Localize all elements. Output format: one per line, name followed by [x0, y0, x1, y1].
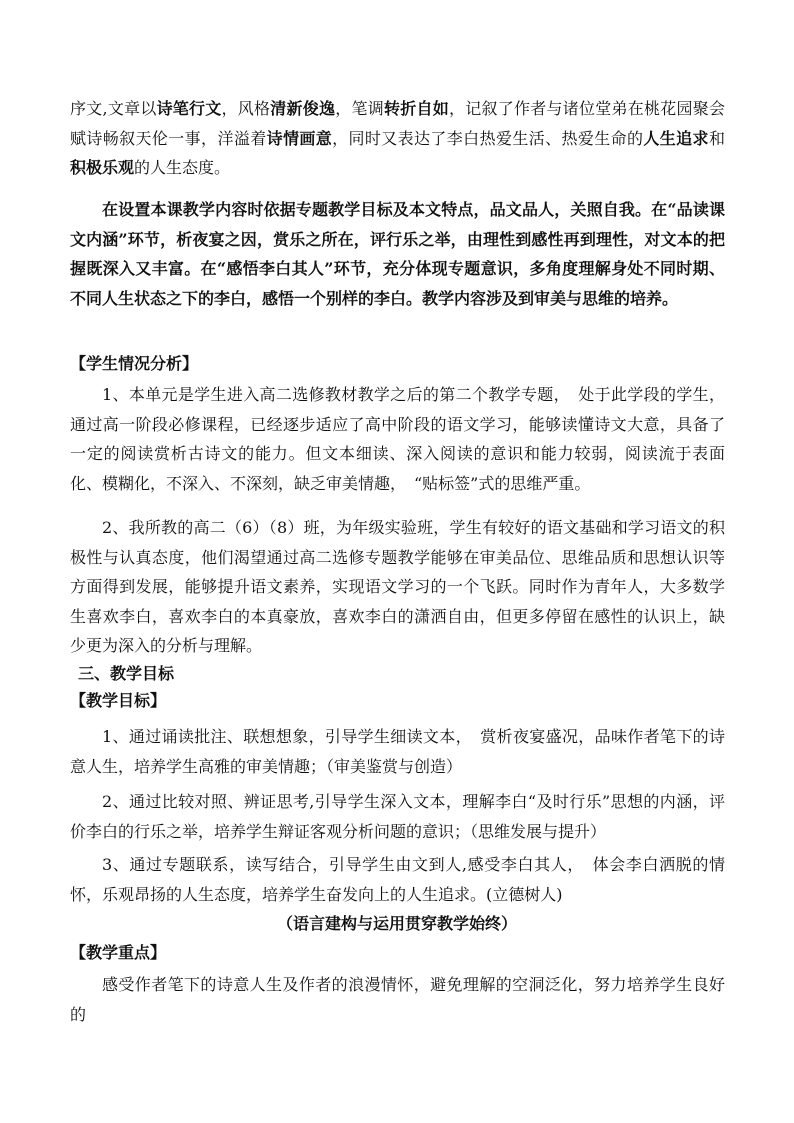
intro-emphasis: 转折自如 [384, 99, 450, 118]
intro-emphasis: 诗情画意 [266, 128, 333, 148]
goal-item-1: 1、通过诵读批注、联想想象，引导学生细读文本， 赏析夜宴盛况，品味作者笔下的诗意人生，培养学生高雅的审美情趣；（审美鉴赏与创造） [70, 727, 725, 776]
intro-emphasis: 人生追求 [643, 128, 709, 148]
goal-item-3: 3、通过专题联系，读写结合，引导学生由文到人,感受李白其人， 体会李白洒脱的情怀，乐观昂扬的人生态度，培养学生奋发向上的人生追求。(立德树人) [70, 855, 725, 904]
intro-text: ，笔调 [335, 99, 385, 118]
goals-heading: 【教学目标】 [70, 691, 167, 710]
focus-text: 感受作者笔下的诗意人生及作者的浪漫情怀，避免理解的空洞泛化，努力培养学生良好的 [70, 975, 725, 1024]
core-literacy-note: （语言建构与运用贯穿教学始终） [276, 914, 517, 933]
section-title: 三、教学目标 [78, 664, 175, 683]
intro-paragraph [70, 94, 725, 183]
intro-text: 的人生态度。 [134, 158, 231, 177]
student-analysis-p1: 1、本单元是学生进入高二选修教材教学之后的第二个教学专题， 处于此学段的学生，通过高一阶段必修课程，已经逐步适应了高中阶段的语文学习，能够读懂诗文大意，具备了一定的阅读赏析古诗文的能力。但文本细读、深入阅读的意识和能力较弱，阅读流于表面化、模糊化，不深入、不深刻，缺乏审美情趣， “贴标签”式的思维严重。 [70, 385, 725, 493]
focus-heading: 【教学重点】 [70, 943, 167, 962]
intro-emphasis: 清新俊逸 [270, 99, 336, 118]
intro-emphasis: 诗笔行文 [156, 99, 222, 118]
student-analysis-p2: 2、我所教的高二（6）（8）班，为年级实验班，学生有较好的语文基础和学习语文的积极性与认真态度，他们渴望通过高二选修专题教学能够在审美品位、思维品质和思想认识等方面得到发展，能够提升语文素养，实现语文学习的一个飞跃。同时作为青年人，大多数学生喜欢李白，喜欢李白的本真豪放，喜欢李白的潇洒自由，但更多停留在感性的认识上，缺少更为深入的分析与理解。 [70, 518, 725, 655]
intro-text: 和 [708, 128, 725, 148]
student-analysis-heading: 【学生情况分析】 [70, 354, 199, 373]
intro-text: ，风格 [221, 99, 271, 118]
design-paragraph: 在设置本课教学内容时依据专题教学目标及本文特点，品文品人，关照自我。在“品读课文内涵”环节，析夜宴之因，赏乐之所在，评行乐之举，由理性到感性再到理性，对文本的把握既深入又丰富。在“感悟李白其人”环节，充分体现专题意识，多角度理解身处不同时期、不同人生状态之下的李白，感悟一个别样的李白。教学内容涉及到审美与思维的培养。 [70, 200, 725, 308]
intro-text: ，记叙了作者与诸位堂弟在桃花园聚会赋诗畅叙天伦一事，洋溢着 [70, 99, 725, 148]
goal-item-2: 2、通过比较对照、辨证思考,引导学生深入文本，理解李白“及时行乐”思想的内涵，评价李白的行乐之举，培养学生辩证客观分析问题的意识；（思维发展与提升） [70, 792, 725, 841]
intro-text: 序文,文章以 [70, 99, 157, 118]
intro-text: ，同时又表达了李白热爱生活、热爱生命的 [332, 128, 644, 148]
intro-emphasis: 积极乐观 [70, 158, 135, 177]
